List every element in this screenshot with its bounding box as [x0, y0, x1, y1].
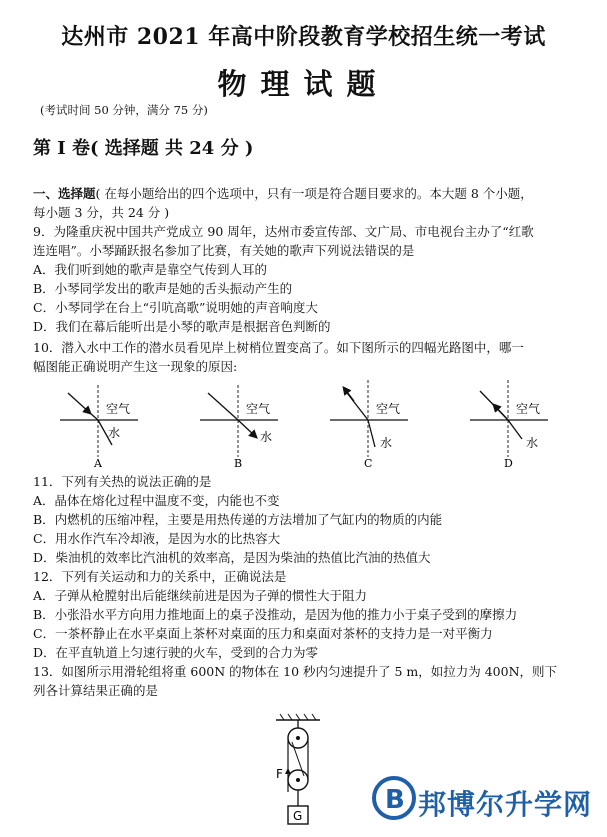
water-label-c: 水: [380, 436, 393, 450]
q13-line-2: 列各计算结果正确的是: [33, 683, 159, 698]
water-label-a: 水: [108, 426, 121, 440]
q11-option-d: D．柴油机的效率比汽油机的效率高，是因为柴油的热值比汽油的热值大: [33, 550, 431, 565]
q13-line-1: 13．如图所示用滑轮组将重 600N 的物体在 10 秒内匀速提升了 5 m，如拉力为 400N，则下: [33, 664, 558, 679]
subject-title: 物理试题: [217, 67, 390, 101]
q12-option-d: D．在平直轨道上匀速行驶的火车，受到的合力为零: [33, 645, 319, 660]
q12-option-a: A．子弹从枪膛射出后能继续前进是因为子弹的惯性大于阻力: [33, 588, 368, 603]
exam-note: (考试时间 50 分钟，满分 75 分): [40, 103, 208, 117]
question-10: [33, 338, 581, 376]
air-label-b: 空气: [246, 402, 271, 416]
q9-option-b: B．小琴同学发出的歌声是她的舌头振动产生的: [33, 281, 293, 296]
label-a: A: [94, 457, 102, 470]
q11-option-b: B．内燃机的压缩冲程，主要是用热传递的方法增加了气缸内的物质的内能: [33, 512, 443, 527]
q11-stem: 11．下列有关热的说法正确的是: [33, 474, 212, 489]
q11-option-a: A．晶体在熔化过程中温度不变，内能也不变: [33, 493, 280, 508]
q10-line-1: 10．潜入水中工作的潜水员看见岸上树梢位置变高了。如下图所示的四幅光路图中，哪一: [33, 340, 524, 355]
pulley-diagram: [262, 712, 334, 830]
diagram-b: [200, 385, 278, 470]
water-label-b: 水: [260, 430, 273, 444]
label-b: B: [234, 457, 243, 470]
instruction-line-1: ( 在每小题给出的四个选项中，只有一项是符合题目要求的。本大题 8 个小题，: [95, 186, 533, 201]
force-label: F: [276, 767, 283, 781]
diagram-a: [60, 385, 138, 470]
q9-option-c: C．小琴同学在台上“引吭高歌”说明她的声音响度大: [33, 300, 318, 315]
label-d: D: [504, 457, 513, 470]
question-9: [33, 222, 581, 336]
q9-line-2: 连连唱”。小琴踊跃报名参加了比赛，有关她的歌声下列说法错误的是: [33, 243, 415, 258]
diagram-d: [470, 380, 548, 470]
q9-line-1: 9．为隆重庆祝中国共产党成立 90 周年，达州市委宣传部、文广局、市电视台主办了“红歌: [33, 224, 534, 239]
watermark-text: 邦博尔升学网: [418, 788, 593, 821]
svg-text:B: B: [385, 785, 405, 815]
question-13: [33, 662, 581, 700]
section-heading: 一、选择题: [33, 186, 96, 201]
q11-option-c: C．用水作汽车冷却液，是因为水的比热容大: [33, 531, 281, 546]
water-label-d: 水: [526, 436, 539, 450]
exam-title: 达州市 2021 年高中阶段教育学校招生统一考试: [61, 24, 546, 50]
section-instruction: [33, 184, 581, 222]
part-heading: 第 I 卷( 选择题 共 24 分 ): [33, 138, 254, 159]
air-label-a: 空气: [106, 402, 131, 416]
question-12: [33, 567, 581, 662]
question-11: [33, 472, 581, 567]
q12-option-c: C．一茶杯静止在水平桌面上茶杯对桌面的压力和桌面对茶杯的支持力是一对平衡力: [33, 626, 493, 641]
q9-option-a: A．我们听到她的歌声是靠空气传到人耳的: [33, 262, 268, 277]
weight-label: G: [293, 809, 303, 823]
light-path-diagrams: [60, 375, 560, 470]
air-label-c: 空气: [376, 402, 401, 416]
diagram-c: [330, 380, 408, 470]
q9-option-d: D．我们在幕后能听出是小琴的歌声是根据音色判断的: [33, 319, 331, 334]
q10-line-2: 幅图能正确说明产生这一现象的原因:: [33, 359, 238, 374]
q12-stem: 12．下列有关运动和力的关系中，正确说法是: [33, 569, 287, 584]
instruction-line-2: 每小题 3 分，共 24 分 ): [33, 205, 170, 220]
q12-option-b: B．小张沿水平方向用力推地面上的桌子没推动，是因为他的推力小于桌子受到的摩擦力: [33, 607, 518, 622]
label-c: C: [364, 457, 373, 470]
air-label-d: 空气: [516, 402, 541, 416]
